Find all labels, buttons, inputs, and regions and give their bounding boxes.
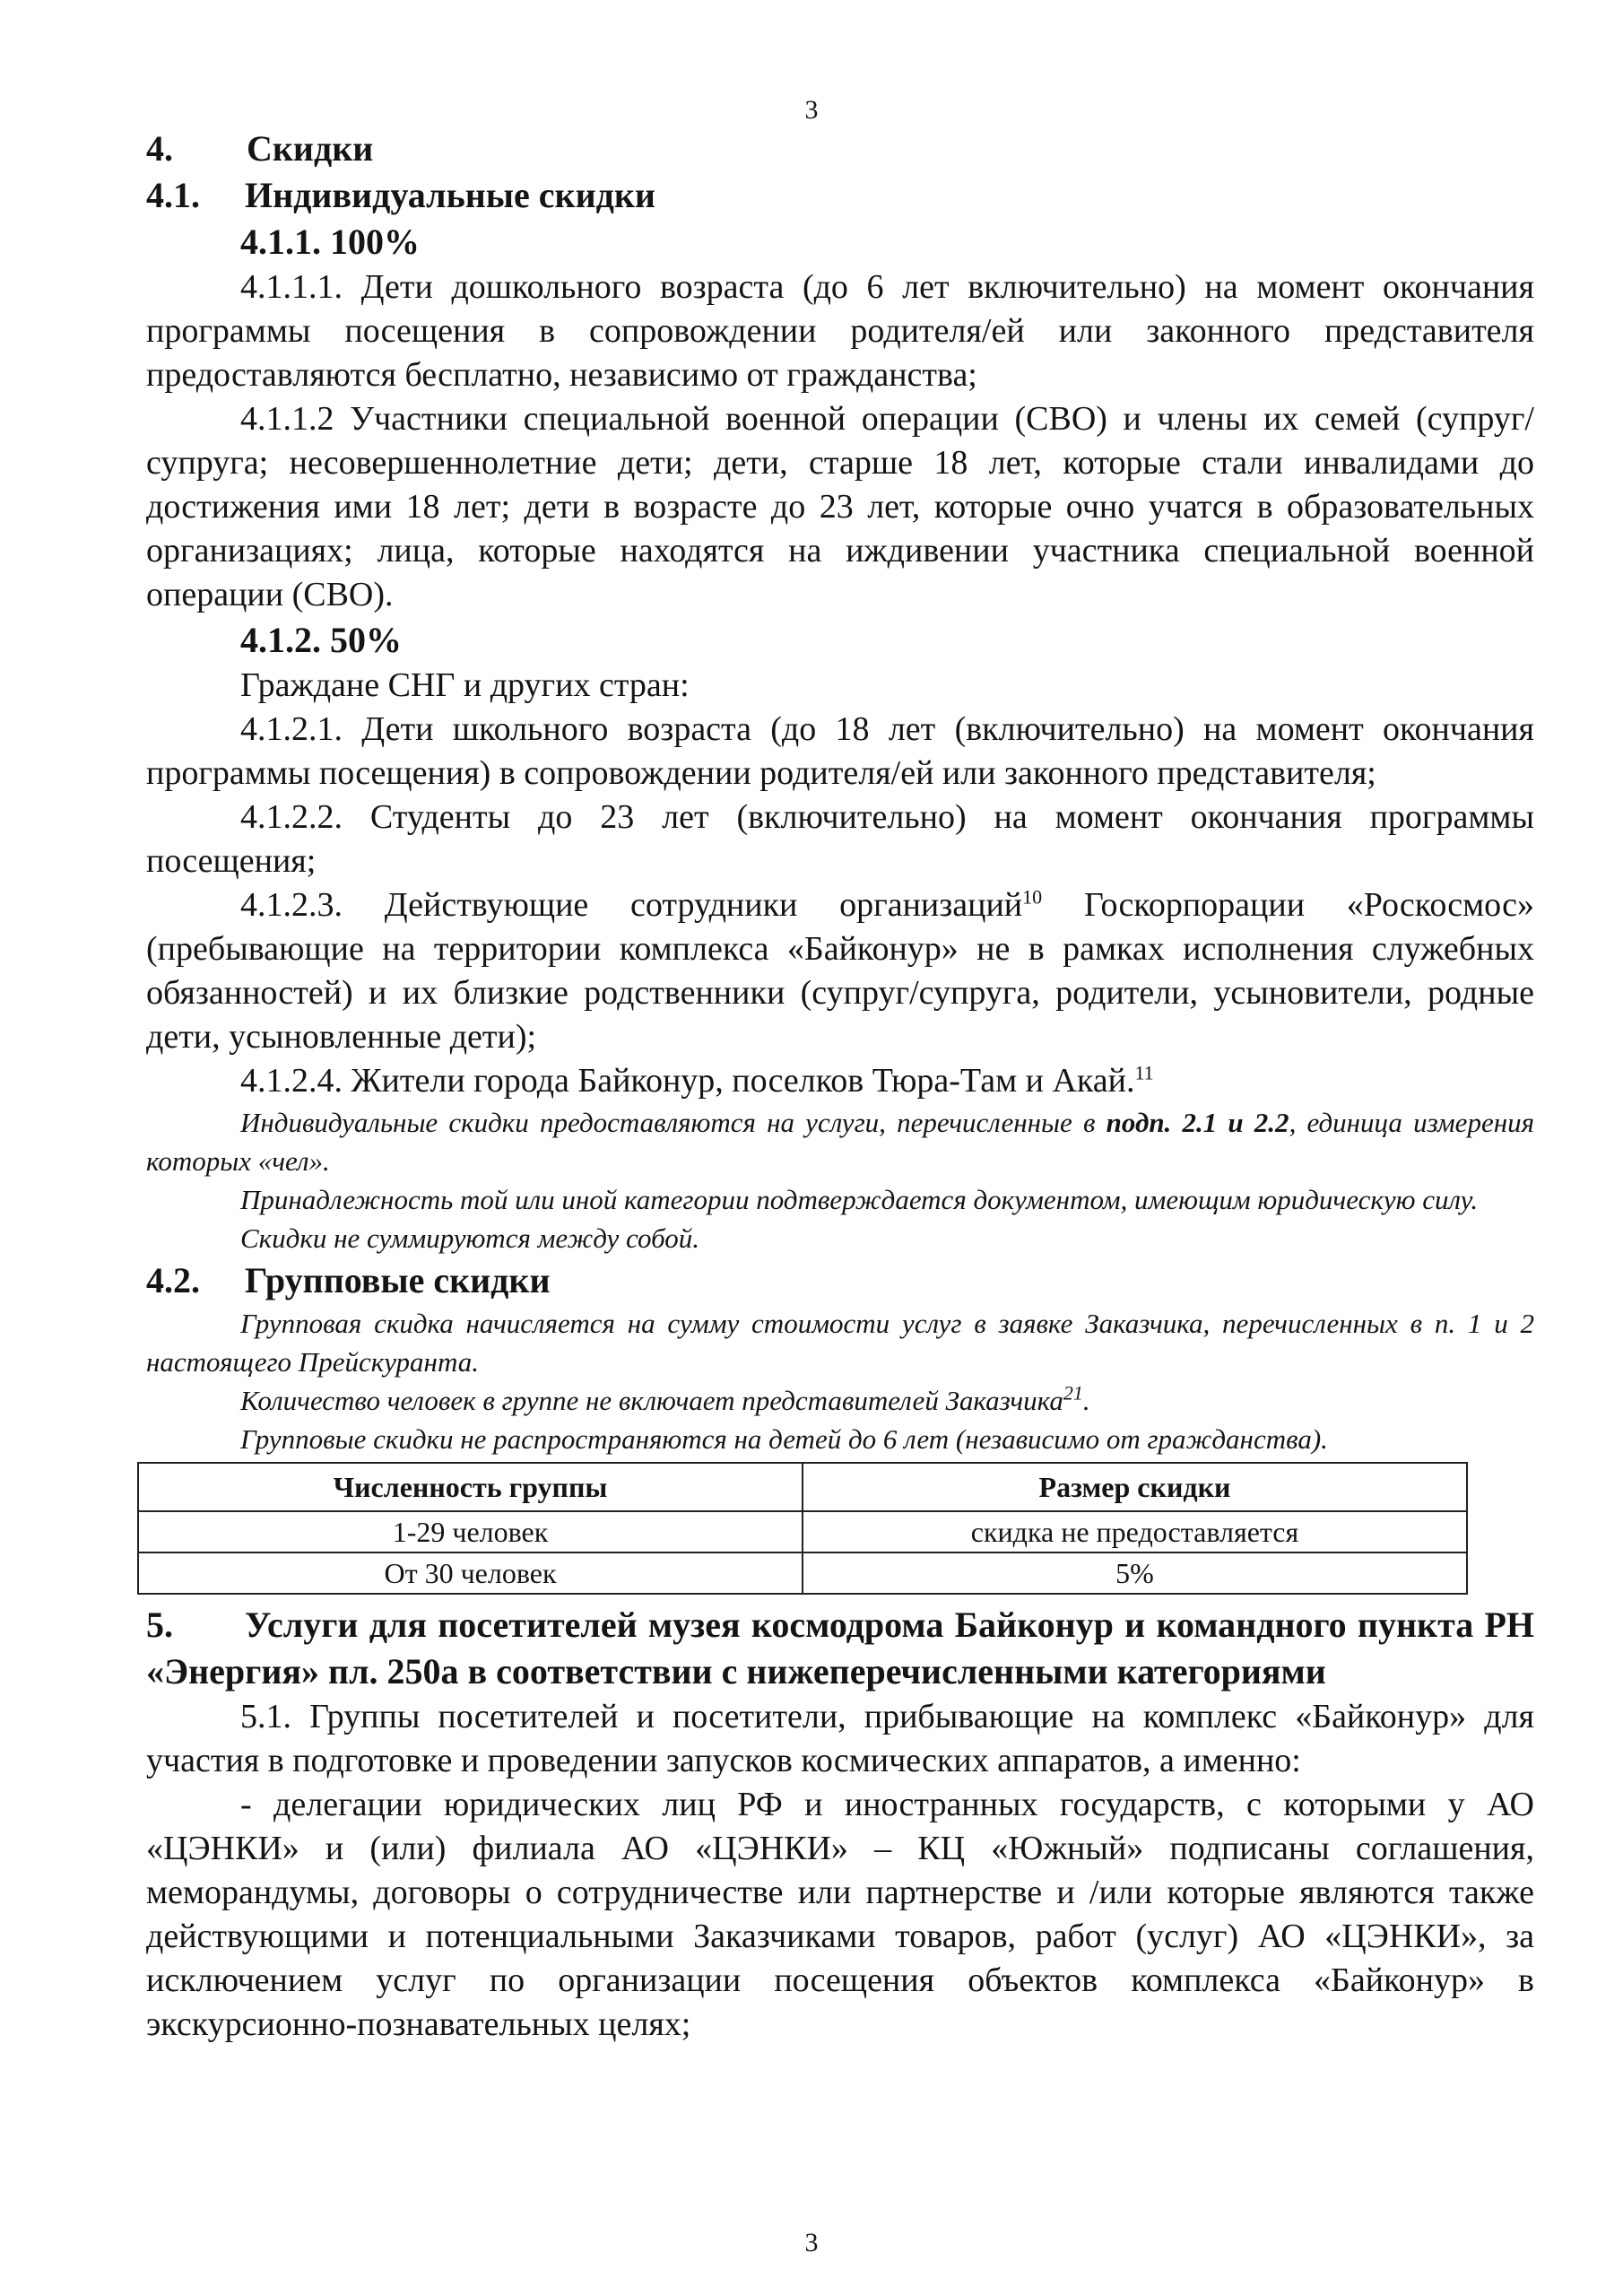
table-row (138, 1552, 1467, 1594)
table-cell: 5% (803, 1552, 1467, 1594)
item-4-1-2-3-text: 4.1.2.3. Действующие сотрудники организаций (240, 886, 1023, 924)
header-discount-size: Размер скидки (803, 1463, 1467, 1511)
table-cell: 1-29 человек (138, 1511, 803, 1552)
table-cell: От 30 человек (138, 1552, 803, 1594)
section-4-1-1-heading: 4.1.1. 100% (240, 222, 420, 262)
section-4-2-title: Групповые скидки (245, 1260, 551, 1300)
note-not-cumulative: Скидки не суммируются между собой. (240, 1222, 700, 1254)
item-4-1-2-1: 4.1.2.1. Дети школьного возраста (до 18 лет (включительно) на момент окончания программы посещения) в сопровождении родителя/ей или законного представителя; (146, 710, 1534, 792)
page-content (146, 126, 1534, 2047)
paragraph-5-1: 5.1. Группы посетителей и посетители, прибывающие на комплекс «Байконур» для участия в подготовке и проведении запусков космических аппаратов, а именно: (146, 1698, 1534, 1779)
note-individual-discounts (146, 1103, 1534, 1180)
note-group-children: Групповые скидки не распространяются на детей до 6 лет (независимо от гражданства). (240, 1423, 1328, 1455)
note-group-count-text: Количество человек в группе не включает представителей Заказчика (240, 1385, 1063, 1416)
section-4-1-2-intro: Граждане СНГ и других стран: (240, 666, 690, 704)
note-1-text: Индивидуальные скидки предоставляются на услуги, перечисленные в (240, 1107, 1107, 1138)
section-4-number: 4. (146, 128, 173, 169)
page-number-bottom: 3 (804, 2228, 819, 2257)
table-row (138, 1511, 1467, 1552)
section-4-2-number: 4.2. (146, 1260, 200, 1300)
item-4-1-2-2: 4.1.2.2. Студенты до 23 лет (включительно) на момент окончания программы посещения; (146, 798, 1534, 880)
section-4-1-heading (52, 172, 1534, 219)
section-5-heading (146, 1602, 1534, 1695)
note-1-bold-ref: подп. 2.1 и 2.2 (1106, 1107, 1289, 1138)
note-category-proof: Принадлежность той или иной категории подтверждается документом, имеющим юридическую силу. (240, 1184, 1479, 1215)
section-4-2-heading (52, 1257, 1534, 1304)
section-4-heading (52, 126, 1534, 172)
table-header-row (138, 1463, 1467, 1511)
page-number-top: 3 (804, 95, 819, 125)
group-discount-table (137, 1462, 1468, 1595)
item-4-1-1-2: 4.1.1.2 Участники специальной военной операции (СВО) и члены их семей (супруг/супруга; несовершеннолетние дети; дети, старше 18 лет, которые стали инвалидами до достижения ими 18 лет; дети в возрасте до 23 лет, которые очно учатся в образовательных организациях; лица, которые находятся на иждивении участника специальной военной операции (СВО). (146, 400, 1534, 613)
note-group-count: Количество человек в группе не включает представителей Заказчика$^{21}$. (240, 1381, 1090, 1416)
section-5-title: Услуги для посетителей музея космодрома Байконур и командного пункта РН «Энергия» пл. 250а в соответствии с нижеперечисленными категориями (146, 1605, 1534, 1692)
section-4-1-title: Индивидуальные скидки (245, 175, 655, 215)
item-4-1-2-4-text: 4.1.2.4. Жители города Байконур, поселков Тюра-Там и Акай. (240, 1062, 1135, 1100)
paragraph-5-1-delegations: - делегации юридических лиц РФ и иностранных государств, с которыми у АО «ЦЭНКИ» и (или) филиала АО «ЦЭНКИ» – КЦ «Южный» подписаны соглашения, меморандумы, договоры о сотрудничестве или партнерстве и /или которые являются также действующими и потенциальными Заказчиками товаров, работ (услуг) АО «ЦЭНКИ», за исключением услуг по организации посещения объектов комплекса «Байконур» в экскурсионно-познавательных целях; (146, 1786, 1534, 2043)
header-group-size: Численность группы (138, 1463, 803, 1511)
note-1-text-cont: , единица измерения которых «чел». (146, 1107, 1534, 1177)
note-group-discount: Групповая скидка начисляется на сумму стоимости услуг в заявке Заказчика, перечисленных в п. 1 и 2 настоящего Прейскуранта. (146, 1308, 1534, 1378)
section-4-1-number: 4.1. (146, 175, 200, 215)
section-4-1-2-heading: 4.1.2. 50% (240, 620, 402, 660)
section-5-number: 5. (146, 1605, 173, 1645)
item-4-1-2-4 (146, 1059, 1534, 1103)
section-4-title: Скидки (247, 128, 374, 169)
footnote-ref-21: 21 (1063, 1381, 1083, 1405)
footnote-ref-11: 11 (1134, 1061, 1154, 1084)
item-4-1-1-1: 4.1.1.1. Дети дошкольного возраста (до 6 лет включительно) на момент окончания программы посещения в сопровождении родителя/ей или законного представителя предоставляются бесплатно, независимо от гражданства; (146, 268, 1534, 394)
footnote-ref-10: 10 (1022, 885, 1043, 909)
item-4-1-2-3 (146, 883, 1534, 1059)
table-cell: скидка не предоставляется (803, 1511, 1467, 1552)
item-4-1-2-3-text-cont: Госкорпорации «Роскосмос» (пребывающие на территории комплекса «Байконур» не в рамках исполнения служебных обязанностей) и их близкие родственники (супруг/супруга, родители, усыновители, родные дети, усыновленные дети); (146, 886, 1534, 1056)
